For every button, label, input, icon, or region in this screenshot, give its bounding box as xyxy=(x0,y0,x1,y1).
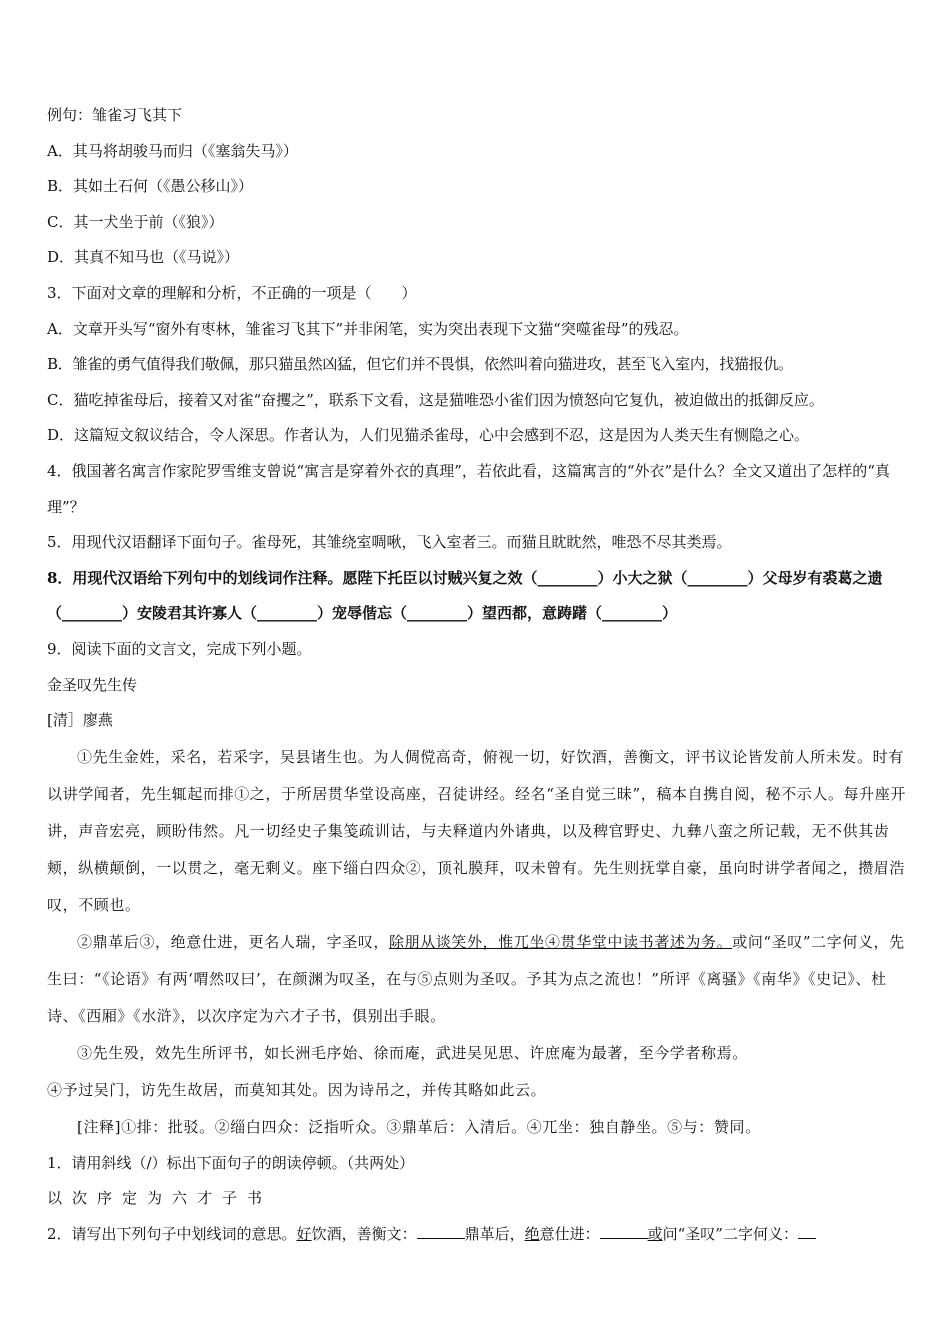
q4-question: 4．俄国著名寓言作家陀罗雪维支曾说“寓言是穿着外衣的真理”，若依此看，这篇寓言的“外衣”是什么？全文又道出了怎样的“真理”？ xyxy=(47,461,890,516)
passage-title: 金圣叹先生传 xyxy=(47,675,138,694)
subq2-stem: 2．请写出下列句子中划线词的意思。好饮酒，善衡文： 鼎革后，绝意仕进： 或问“圣叹”二字何义： xyxy=(47,1217,909,1253)
q2-option-d: D．其真不知马也（《马说》） xyxy=(47,248,240,267)
q2-option-a: A．其马将胡骏马而归（《塞翁失马》） xyxy=(47,141,298,160)
q9-stem: 9．阅读下面的文言文，完成下列小题。 xyxy=(47,639,312,658)
passage-author: [清］廖燕 xyxy=(47,711,113,730)
q3-option-b: B．雏雀的勇气值得我们敬佩，那只猫虽然凶猛，但它们并不畏惧，依然叫着向猫进攻，甚至飞入室内，找猫报仇。 xyxy=(47,355,793,374)
example-sentence: 例句：雏雀习飞其下 xyxy=(47,106,183,124)
answer-blank-3[interactable] xyxy=(798,1223,816,1239)
subq1-stem: 1．请用斜线（/）标出下面句子的朗读停顿。（共两处） xyxy=(47,1153,415,1172)
passage-paragraph-3: ③先生殁，效先生所评书，如长洲毛序始、徐而庵，武进吴见思、许庶庵为最著，至今学者称焉。 xyxy=(77,1043,748,1062)
document-page xyxy=(47,98,909,1252)
passage-paragraph-1: ①先生金姓，采名，若采字，吴县诸生也。为人倜傥高奇，俯视一切，好饮酒，善衡文，评书议论皆发前人所未发。时有以讲学闻者，先生辄起而排①之，于所居贯华堂设高座，召徒讲经。经名“圣自觉三昧”，稿本自携自阅，秘不示人。每升座开讲，声音宏亮，顾盼伟然。凡一切经史子集笺疏训诂，与夫释道内外诸典，以及稗官野史、九彝八蛮之所记载，无不供其齿颊，纵横颠倒，一以贯之，毫无剩义。座下缁白四众②，顶礼膜拜，叹未曾有。先生则抚掌自豪，虽向时讲学者闻之，攒眉浩叹，不顾也。 xyxy=(47,747,906,914)
passage-body xyxy=(47,739,909,1146)
q2-option-b: B．其如土石何（《愚公移山》） xyxy=(47,177,254,196)
subq1-sentence: 以次序定为六才子书 xyxy=(47,1189,273,1208)
passage-paragraph-4: ④予过吴门，访先生故居，而莫知其处。因为诗吊之，并传其略如此云。 xyxy=(47,1080,547,1099)
underlined-sentence: 除朋从谈笑外，惟兀坐④贯华堂中读书著述为务。 xyxy=(389,932,733,951)
q8-question: 8．用现代汉语给下列句中的划线词作注释。愿陛下托臣以讨贼兴复之效（________）小大之狱（________）父母岁有裘葛之遗（________）安陵君其许寡人（________）宠辱偕忘（________）望西都，意踌躇（________） xyxy=(47,568,883,623)
answer-blank-2[interactable] xyxy=(600,1223,648,1239)
q5-question: 5．用现代汉语翻译下面句子。雀母死，其雏绕室啁啾，飞入室者三。而猫且眈眈然，唯恐不尽其类焉。 xyxy=(47,533,732,552)
q3-option-a: A．文章开头写“窗外有枣林，雏雀习飞其下”并非闲笔，实为突出表现下文猫“突噬雀母”的残忍。 xyxy=(47,319,689,338)
q3-option-d: D．这篇短文叙议结合，令人深思。作者认为，人们见猫杀雀母，心中会感到不忍，这是因为人类天生有恻隐之心。 xyxy=(47,426,810,445)
q3-stem: 3．下面对文章的理解和分析，不正确的一项是（ ） xyxy=(47,283,417,302)
answer-blank-1[interactable] xyxy=(417,1223,465,1239)
q2-option-c: C．其一犬坐于前（《狼》） xyxy=(47,212,224,231)
passage-paragraph-2: ②鼎革后③，绝意仕进，更名人瑞，字圣叹，除朋从谈笑外，惟兀坐④贯华堂中读书著述为务。或问“圣叹”二字何义，先生曰：“《论语》有两‘喟然叹曰’，在颜渊为叹圣，在与⑤点则为圣叹。予其为点之流也！”所评《离骚》《南华》《史记》、杜诗、《西厢》《水浒》，以次序定为六才子书，俱别出手眼。 xyxy=(47,932,905,1025)
passage-notes: [注释]①排：批驳。②缁白四众：泛指听众。③鼎革后：入清后。④兀坐：独自静坐。⑤与：赞同。 xyxy=(77,1117,761,1136)
q3-option-c: C．猫吃掉雀母后，接着又对雀“奋攫之”，联系下文看，这是猫唯恐小雀们因为愤怒向它复仇，被迫做出的抵御反应。 xyxy=(47,390,824,409)
